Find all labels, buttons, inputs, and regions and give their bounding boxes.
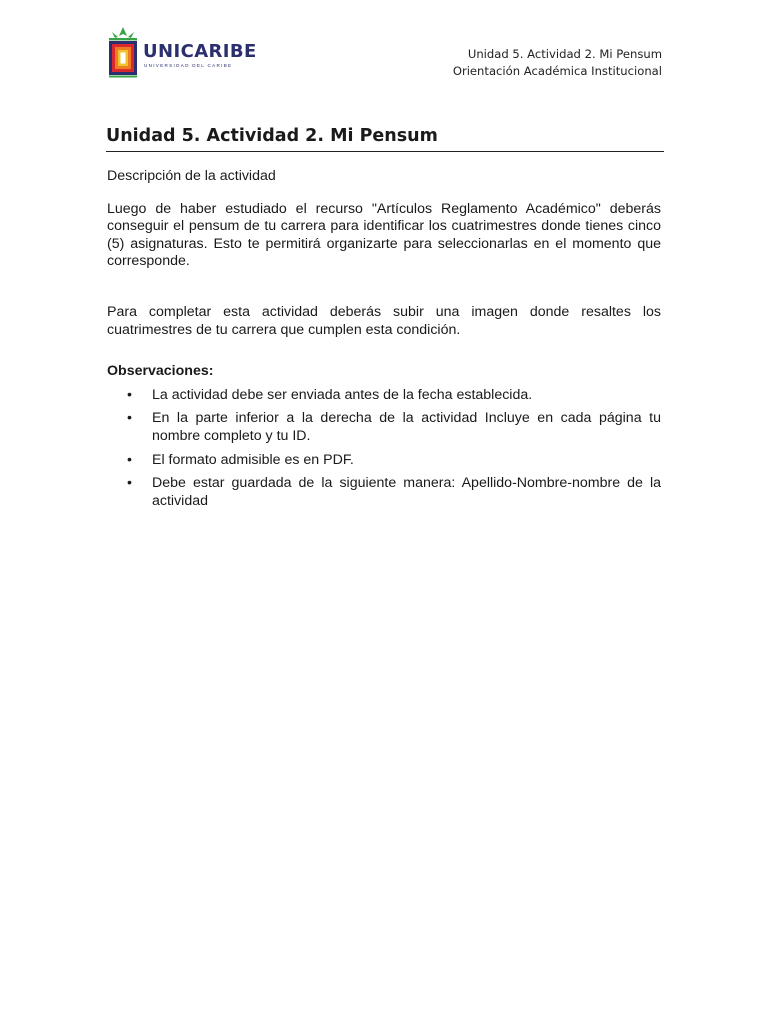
bullet-icon: •: [127, 386, 132, 403]
page-header: [106, 24, 662, 80]
header-info: [453, 46, 662, 80]
list-item: [107, 475, 661, 510]
observation-text: La actividad debe ser enviada antes de la fecha establecida.: [152, 386, 533, 403]
bullet-icon: •: [127, 410, 132, 427]
bullet-icon: •: [127, 451, 132, 468]
logo-wordmark: UNICARIBE: [143, 41, 257, 62]
unicaribe-emblem-icon: [106, 24, 140, 78]
list-item: [107, 387, 661, 405]
bullet-icon: •: [127, 475, 132, 492]
unicaribe-logo: [106, 24, 257, 80]
list-item: [107, 452, 661, 470]
observations-label: Observaciones:: [107, 363, 214, 380]
list-item: [107, 410, 661, 445]
header-activity-name: Unidad 5. Actividad 2. Mi Pensum: [467, 47, 662, 61]
observation-text: Debe estar guardada de la siguiente manera: Apellido-Nombre-nombre de la actividad: [152, 475, 661, 509]
logo-subtitle: UNIVERSIDAD DEL CARIBE: [144, 63, 233, 68]
description-label: Descripción de la actividad: [107, 168, 276, 184]
document-body: [107, 168, 661, 516]
observation-text: En la parte inferior a la derecha de la actividad Incluye en cada página tu nombre completo y tu ID.: [152, 410, 661, 444]
paragraph-instructions: Luego de haber estudiado el recurso "Artículos Reglamento Académico" deberás conseguir el pensum de tu carrera para identificar los cuatrimestres donde tienes cinco (5) asignaturas. Esto te permitirá organizarte para seleccionarlas en el momento que corresponde.: [107, 200, 661, 270]
document-title: Unidad 5. Actividad 2. Mi Pensum: [106, 126, 664, 152]
observations-list: [107, 387, 661, 511]
header-course-name: Orientación Académica Institucional: [452, 64, 662, 78]
observation-text: El formato admisible es en PDF.: [152, 451, 354, 468]
paragraph-submission: Para completar esta actividad deberás subir una imagen donde resaltes los cuatrimestres de tu carrera que cumplen esta condición.: [107, 303, 661, 338]
